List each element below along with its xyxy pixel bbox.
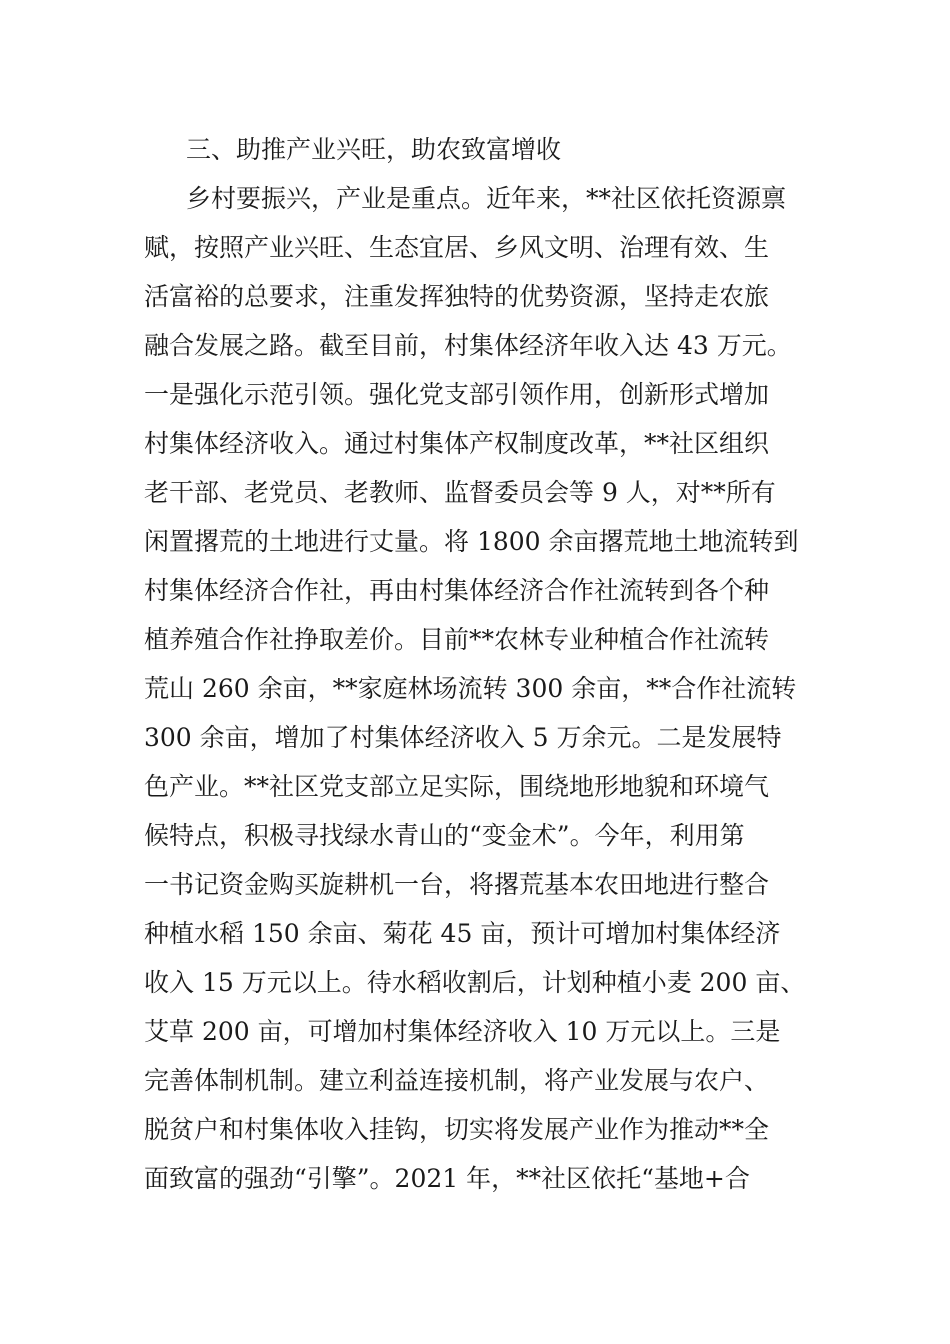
body-line: 色产业。**社区党支部立足实际，围绕地形地貌和环境气 (144, 772, 770, 801)
body-line: 脱贫户和村集体收入挂钩，切实将发展产业作为推动**全 (144, 1115, 770, 1144)
body-line: 老干部、老党员、老教师、监督委员会等 9 人，对**所有 (144, 478, 776, 507)
body-line: 闲置撂荒的土地进行丈量。将 1800 余亩撂荒地土地流转到 (144, 527, 799, 556)
body-line: 一是强化示范引领。强化党支部引领作用，创新形式增加 (144, 380, 770, 409)
body-line: 村集体经济合作社，再由村集体经济合作社流转到各个种 (144, 576, 770, 605)
body-line: 植养殖合作社挣取差价。目前**农林专业种植合作社流转 (144, 625, 770, 654)
body-line: 种植水稻 150 余亩、菊花 45 亩，预计可增加村集体经济 (144, 919, 781, 948)
body-line: 村集体经济收入。通过村集体产权制度改革，**社区组织 (144, 429, 770, 458)
body-line: 收入 15 万元以上。待水稻收割后，计划种植小麦 200 亩、 (144, 968, 806, 997)
body-line: 一书记资金购买旋耕机一台，将撂荒基本农田地进行整合 (144, 870, 770, 899)
body-line: 活富裕的总要求，注重发挥独特的优势资源，坚持走农旅 (144, 282, 770, 311)
body-line: 乡村要振兴，产业是重点。近年来，**社区依托资源禀 (186, 184, 787, 213)
body-line: 300 余亩，增加了村集体经济收入 5 万余元。二是发展特 (144, 723, 782, 752)
body-line: 候特点，积极寻找绿水青山的“变金术”。今年，利用第 (144, 821, 745, 850)
body-line: 融合发展之路。截至目前，村集体经济年收入达 43 万元。 (144, 331, 792, 360)
section-heading: 三、助推产业兴旺，助农致富增收 (186, 135, 562, 164)
body-line: 荒山 260 余亩，**家庭林场流转 300 余亩，**合作社流转 (144, 674, 797, 703)
body-line: 面致富的强劲“引擎”。2021 年，**社区依托“基地+合 (144, 1164, 750, 1193)
body-line: 艾草 200 亩，可增加村集体经济收入 10 万元以上。三是 (144, 1017, 781, 1046)
body-line: 完善体制机制。建立利益连接机制，将产业发展与农户、 (144, 1066, 770, 1095)
body-line: 赋，按照产业兴旺、生态宜居、乡风文明、治理有效、生 (144, 233, 770, 262)
